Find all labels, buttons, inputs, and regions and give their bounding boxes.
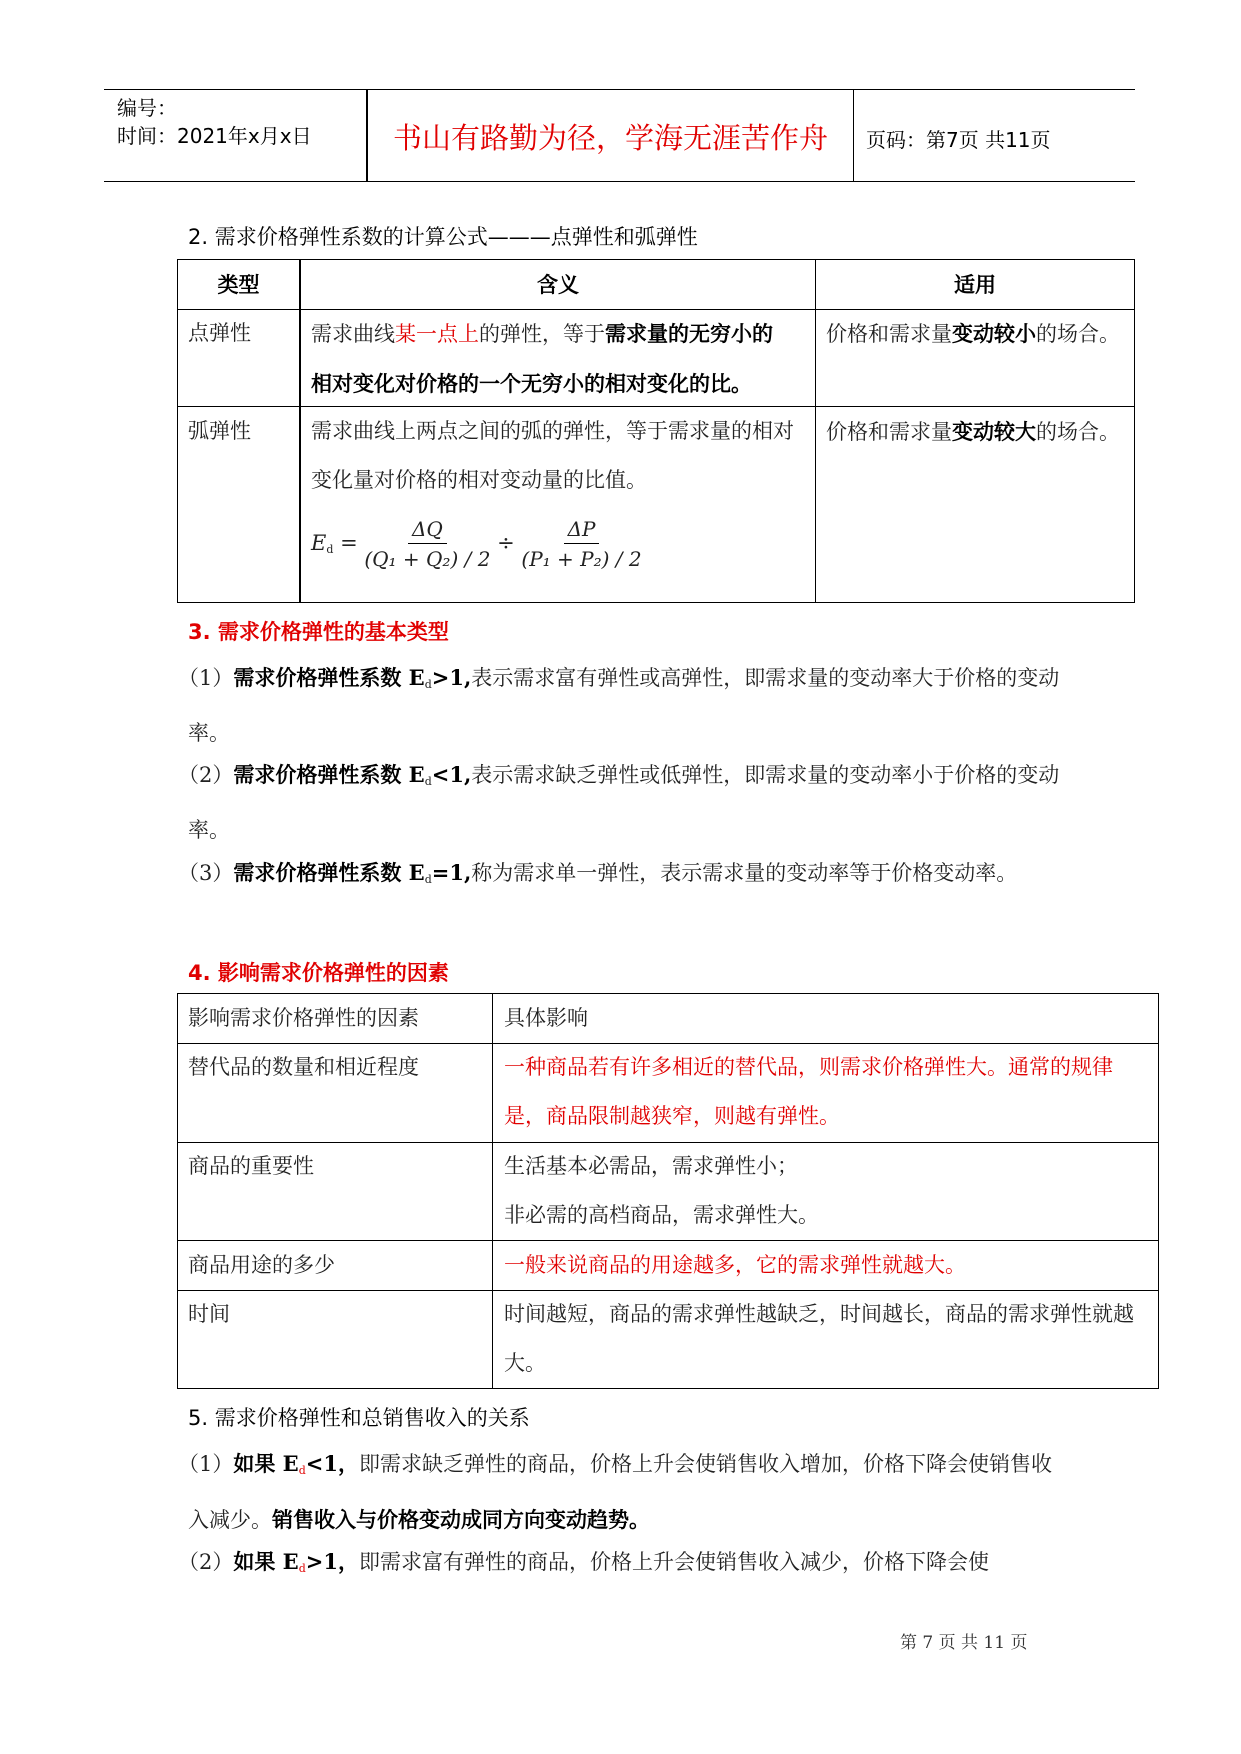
header-bottom-rule	[104, 181, 1135, 182]
motto: 书山有路勤为径，学海无涯苦作舟	[392, 121, 828, 155]
type-item-2: （2）需求价格弹性系数 $E_d<1$,表示需求缺乏弹性或低弹性，即需求量的变动率小于价格的变动率。	[178, 762, 1060, 842]
section-4-heading: 4. 影响需求价格弹性的因素	[188, 961, 449, 985]
effect-cell: 生活基本必需品，需求弹性小； 非必需的高档商品，需求弹性大。	[504, 1154, 819, 1227]
column-header: 具体影响	[504, 1006, 588, 1030]
elasticity-formula: $E_d$ = $\frac{\Delta Q}{\text{(Q₁ + Q₂) / 2}}$ ÷ $\frac{\Delta P}{\text{(P₁ + P₂) / 2}}$	[311, 517, 642, 571]
meaning-cell: 需求曲线上两点之间的弧的弹性，等于需求量的相对变化量对价格的相对变动量的比值。	[311, 419, 794, 492]
effect-cell: 一种商品若有许多相近的替代品，则需求价格弹性大。通常的规律是，商品限制越狭窄，则越有弹性。	[504, 1055, 1113, 1128]
type-cell: 弧弹性	[188, 419, 251, 443]
serial-label: 编号：	[117, 96, 177, 120]
type-cell: 点弹性	[188, 321, 251, 345]
column-header: 适用	[954, 272, 996, 297]
date-label: 时间：2021年x月x日	[117, 124, 312, 148]
effect-cell: 一般来说商品的用途越多，它的需求弹性就越大。	[504, 1253, 966, 1277]
section-3-heading: 3. 需求价格弹性的基本类型	[188, 620, 449, 644]
factor-cell: 商品的重要性	[188, 1154, 314, 1178]
factor-cell: 替代品的数量和相近程度	[188, 1055, 419, 1079]
section-2-heading: 2. 需求价格弹性系数的计算公式———点弹性和弧弹性	[188, 225, 698, 249]
revenue-item-2: （2）如果 $E_d>1$，即需求富有弹性的商品，价格上升会使销售收入减少，价格下降会使	[178, 1549, 989, 1575]
factor-cell: 商品用途的多少	[188, 1253, 335, 1277]
header-divider	[853, 89, 854, 182]
type-item-1: （1）需求价格弹性系数 $E_d>1$,表示需求富有弹性或高弹性，即需求量的变动率大于价格的变动率。	[178, 665, 1060, 745]
header-top-rule	[104, 89, 1135, 90]
use-cell: 价格和需求量变动较大的场合。	[826, 419, 1120, 444]
page-footer: 第 7 页 共 11 页	[900, 1633, 1028, 1653]
section-5-heading: 5. 需求价格弹性和总销售收入的关系	[188, 1406, 530, 1430]
column-header: 含义	[537, 272, 579, 297]
column-header: 类型	[217, 272, 260, 297]
effect-cell: 时间越短，商品的需求弹性越缺乏，时间越长，商品的需求弹性就越大。	[504, 1302, 1134, 1375]
revenue-item-1: （1）如果 $E_d<1$，即需求缺乏弹性的商品，价格上升会使销售收入增加，价格下降会使销售收入减少。销售收入与价格变动成同方向变动趋势。	[178, 1451, 1052, 1532]
meaning-cell: 需求曲线某一点上的弹性，等于需求量的无穷小的 相对变化对价格的一个无穷小的相对变化的比。	[311, 321, 773, 396]
factor-cell: 时间	[188, 1302, 230, 1326]
column-header: 影响需求价格弹性的因素	[188, 1006, 419, 1030]
type-item-3: （3）需求价格弹性系数 $E_d=1$,称为需求单一弹性，表示需求量的变动率等于价格变动率。	[178, 860, 1018, 886]
use-cell: 价格和需求量变动较小的场合。	[826, 321, 1120, 346]
page-info: 页码：第7页 共11页	[866, 128, 1051, 152]
